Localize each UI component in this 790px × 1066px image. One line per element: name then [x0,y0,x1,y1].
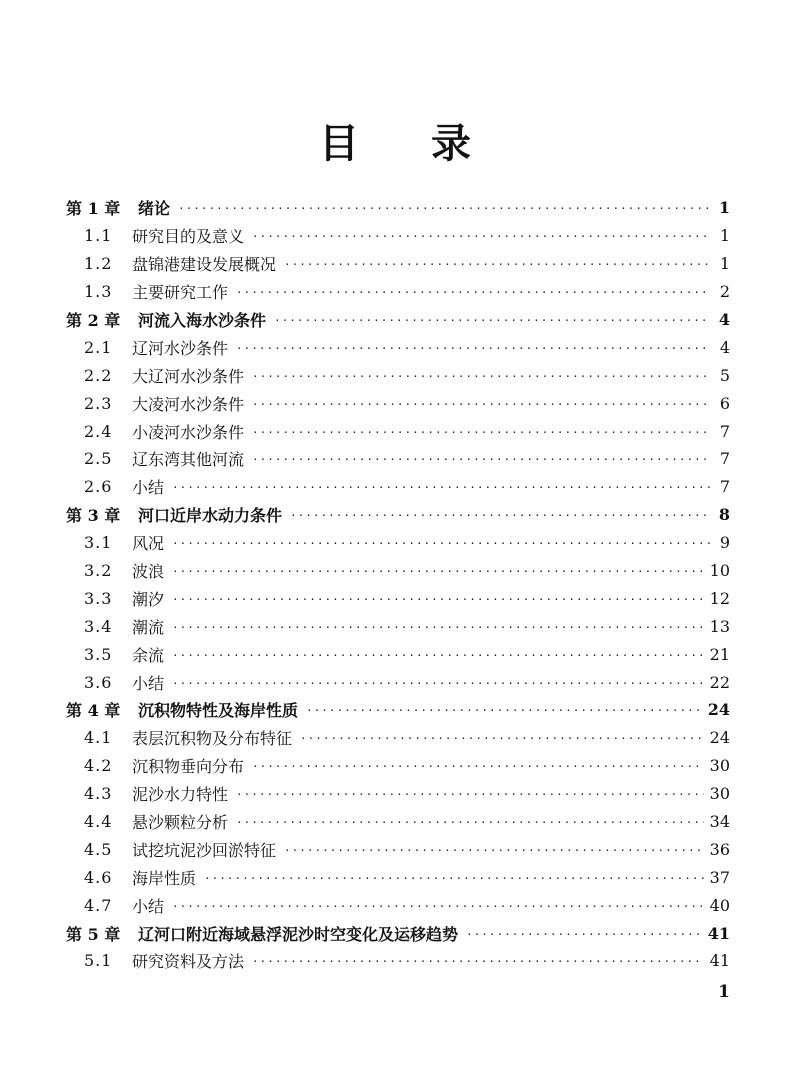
toc-section-entry[interactable] [66,333,730,361]
page-title-second-char: 录 [431,120,471,167]
toc-section-entry[interactable] [66,250,730,278]
toc-entry-title: 大辽河水沙条件 [132,366,245,386]
toc-section-entry[interactable] [66,612,730,640]
toc-section-entry[interactable] [66,445,730,473]
toc-entry-number: 3.1 [84,533,113,553]
toc-entry-title: 主要研究工作 [132,283,229,303]
toc-dot-leader [466,928,702,941]
toc-entry-number: 2.6 [84,477,113,497]
toc-entry-page: 2 [719,282,730,302]
toc-dot-leader [274,314,710,327]
toc-dot-leader [252,230,710,243]
toc-dot-leader [172,593,704,606]
toc-entry-number: 4.4 [84,812,113,832]
toc-section-entry[interactable] [66,724,730,752]
toc-entry-title: 泥沙水力特性 [132,785,229,805]
toc-section-entry[interactable] [66,389,730,417]
toc-entry-number: 第 3 章 [66,506,121,526]
toc-entry-number: 第 4 章 [66,701,121,721]
toc-entry-title: 大凌河水沙条件 [132,394,245,414]
toc-entry-page: 5 [719,365,730,385]
toc-section-entry[interactable] [66,891,730,919]
toc-section-entry[interactable] [66,417,730,445]
toc-entry-number: 2.1 [84,337,113,357]
toc-entry-page: 24 [709,728,730,748]
toc-entry-page: 1 [719,254,730,274]
toc-dot-leader [204,872,704,885]
toc-section-entry[interactable] [66,808,730,836]
toc-entry-page: 41 [707,923,730,943]
toc-dot-leader [172,677,704,690]
toc-entry-number: 4.6 [84,867,113,887]
toc-entry-title: 盘锦港建设发展概况 [132,255,277,275]
toc-section-entry[interactable] [66,361,730,389]
toc-entry-number: 1.3 [84,282,113,302]
toc-entry-page: 7 [719,477,730,497]
toc-entry-title: 表层沉积物及分布特征 [132,729,293,749]
toc-entry-page: 6 [719,393,730,413]
toc-dot-leader [236,788,704,801]
toc-entry-number: 3.3 [84,588,113,608]
toc-entry-page: 22 [709,672,730,692]
toc-entry-title: 沉积物垂向分布 [132,757,245,777]
toc-dot-leader [284,844,704,857]
toc-entry-number: 4.7 [84,895,113,915]
toc-section-entry[interactable] [66,557,730,585]
toc-entry-page: 4 [718,310,730,329]
toc-entry-number: 1.2 [84,254,113,274]
toc-dot-leader [252,398,710,411]
toc-entry-number: 1.1 [84,226,113,246]
toc-entry-page: 30 [709,756,730,776]
toc-section-entry[interactable] [66,529,730,557]
toc-entry-number: 2.5 [84,449,113,469]
toc-entry-page: 9 [719,533,730,553]
toc-entry-number: 3.6 [84,672,113,692]
toc-entry-number: 5.1 [84,951,113,971]
toc-entry-number: 第 1 章 [66,199,121,219]
toc-entry-title: 研究资料及方法 [132,952,245,972]
toc-dot-leader [236,342,710,355]
toc-entry-title: 悬沙颗粒分析 [132,813,229,833]
toc-entry-title: 小结 [132,896,165,916]
toc-entry-page: 24 [707,700,730,720]
toc-dot-leader [300,732,704,745]
toc-dot-leader [172,565,704,578]
toc-entry-page: 37 [709,867,730,887]
toc-dot-leader [290,509,710,522]
toc-entry-page: 1 [719,226,730,246]
toc-entry-title: 小结 [132,478,165,498]
toc-entry-title: 潮流 [132,617,165,637]
toc-dot-leader [306,704,702,717]
toc-entry-number: 2.4 [84,421,113,441]
toc-section-entry[interactable] [66,947,730,975]
toc-dot-leader [252,426,710,439]
toc-entry-page: 13 [709,616,730,636]
toc-dot-leader [172,649,704,662]
toc-entry-number: 第 2 章 [66,311,121,330]
toc-entry-title: 沉积物特性及海岸性质 [138,701,299,721]
toc-entry-page: 40 [709,895,730,915]
toc-dot-leader [236,816,704,829]
toc-entry-title: 小结 [132,673,165,693]
toc-entry-title: 绪论 [138,199,171,219]
toc-entry-number: 3.5 [84,644,113,664]
toc-entry-page: 1 [718,198,730,218]
page-title [0,112,790,169]
toc-section-entry[interactable] [66,278,730,306]
toc-section-entry[interactable] [66,780,730,808]
toc-dot-leader [252,370,710,383]
toc-dot-leader [172,481,710,494]
table-of-contents [66,194,730,975]
toc-entry-page: 30 [709,784,730,804]
toc-entry-title: 辽河水沙条件 [132,338,229,358]
page-title-first-char: 目 [319,120,359,167]
toc-dot-leader [178,202,710,215]
page-number: 1 [718,982,730,1002]
toc-entry-page: 10 [709,561,730,581]
toc-entry-title: 河口近岸水动力条件 [138,506,283,526]
toc-entry-number: 3.4 [84,616,113,636]
toc-entry-title: 潮汐 [132,589,165,609]
toc-dot-leader [252,760,704,773]
toc-dot-leader [172,621,704,634]
toc-entry-number: 4.3 [84,784,113,804]
toc-entry-page: 7 [719,421,730,441]
toc-chapter-entry[interactable] [66,194,730,222]
toc-dot-leader [172,537,710,550]
toc-chapter-entry[interactable] [66,919,730,947]
toc-section-entry[interactable] [66,752,730,780]
toc-entry-title: 研究目的及意义 [132,227,245,247]
toc-entry-number: 第 5 章 [66,924,121,944]
toc-chapter-entry[interactable] [66,696,730,724]
toc-section-entry[interactable] [66,863,730,891]
toc-entry-page: 8 [718,505,730,525]
toc-entry-number: 2.3 [84,393,113,413]
toc-entry-page: 4 [719,337,730,357]
toc-entry-title: 辽东湾其他河流 [132,450,245,470]
toc-section-entry[interactable] [66,222,730,250]
toc-dot-leader [236,286,710,299]
toc-entry-page: 21 [709,644,730,664]
toc-entry-page: 12 [709,588,730,608]
toc-section-entry[interactable] [66,473,730,501]
toc-entry-number: 4.5 [84,839,113,859]
toc-dot-leader [252,453,710,466]
toc-entry-title: 海岸性质 [132,868,197,888]
toc-entry-page: 36 [709,839,730,859]
toc-dot-leader [172,900,704,913]
toc-entry-title: 风况 [132,534,165,554]
toc-entry-title: 河流入海水沙条件 [138,311,267,330]
toc-entry-title: 波浪 [132,562,165,582]
toc-entry-title: 余流 [132,645,165,665]
toc-section-entry[interactable] [66,835,730,863]
toc-entry-number: 2.2 [84,365,113,385]
toc-entry-number: 3.2 [84,561,113,581]
toc-section-entry[interactable] [66,584,730,612]
toc-chapter-entry[interactable] [66,306,730,334]
toc-entry-page: 7 [719,449,730,469]
toc-entry-page: 41 [709,951,730,971]
toc-entry-page: 34 [709,812,730,832]
toc-dot-leader [252,955,704,968]
toc-chapter-entry[interactable] [66,501,730,529]
toc-entry-number: 4.1 [84,728,113,748]
toc-dot-leader [284,258,710,271]
toc-entry-title: 辽河口附近海域悬浮泥沙时空变化及运移趋势 [138,924,459,944]
toc-entry-number: 4.2 [84,756,113,776]
toc-entry-title: 试挖坑泥沙回淤特征 [132,840,277,860]
toc-section-entry[interactable] [66,668,730,696]
toc-section-entry[interactable] [66,640,730,668]
toc-entry-title: 小凌河水沙条件 [132,422,245,442]
